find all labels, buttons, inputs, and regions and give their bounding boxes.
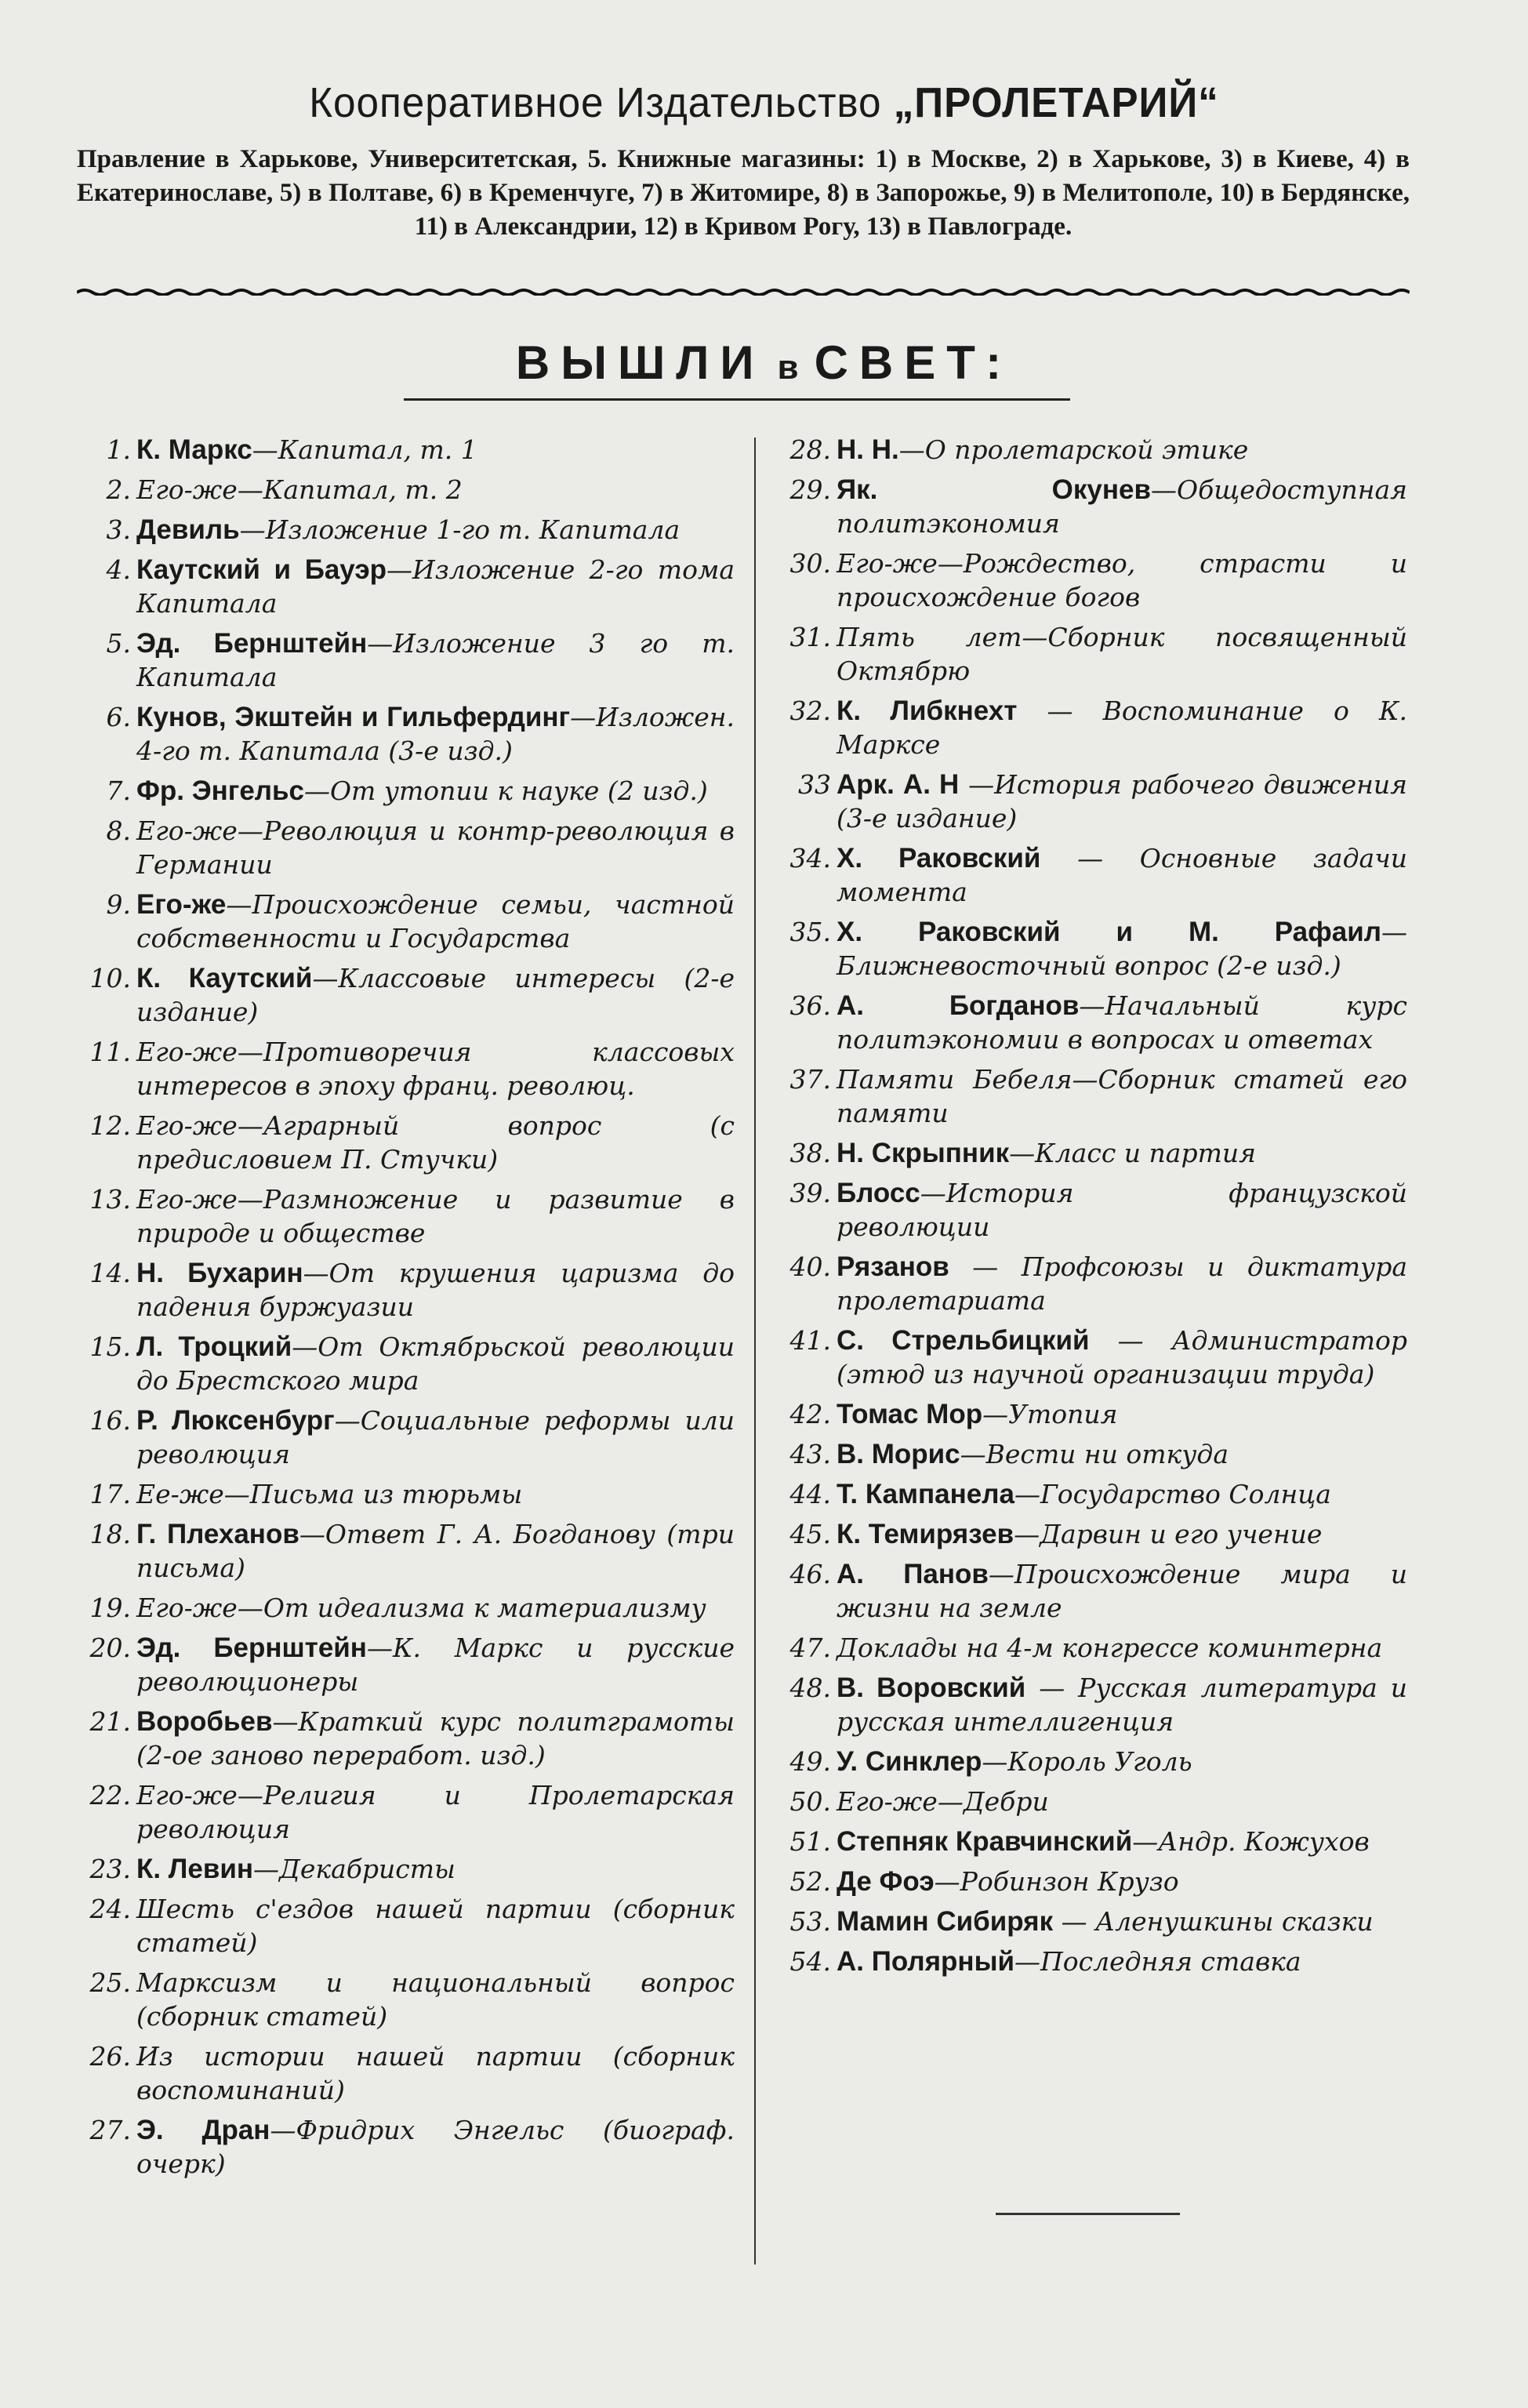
book-entry [88,1182,735,1250]
entry-title: — Профсоюзы и диктатура пролетариата [837,1251,1407,1316]
entry-number: 26. [89,2041,131,2072]
entry-title: —Робинзон Крузо [934,1866,1179,1897]
book-entry [88,888,735,955]
book-entry [88,1256,735,1324]
entry-number: 50. [789,1786,831,1817]
entry-number: 1. [106,434,131,465]
entry-title: — Основные задачи момента [837,843,1407,907]
entry-title: —Происхождение мира и жизни на земле [837,1559,1407,1623]
entry-number: 44. [789,1479,831,1509]
book-entry [788,1477,1407,1511]
entry-author: Н. Скрыпник [837,1138,1010,1168]
entry-number: 19. [89,1593,131,1623]
entry-author: Мамин Сибиряк [837,1906,1054,1937]
entry-title: —Происхождение семьи, частной собственности и Государства [136,889,735,953]
book-entry [88,553,735,620]
entry-author: К. Темирязев [837,1519,1014,1549]
entry-title: —Социальные реформы или революция [136,1405,735,1469]
book-entry [788,1176,1407,1244]
entry-title: —К. Маркс и русские революционеры [136,1633,735,1697]
entry-number: 2. [106,474,131,505]
entry-number: 25. [89,1967,131,1998]
entry-title: —Начальный курс политэкономии в вопросах и ответах [837,990,1407,1055]
entry-author: А. Богданов [837,990,1080,1021]
book-entry [788,989,1407,1056]
entry-number: 16. [89,1405,131,1436]
entry-number: 43. [789,1439,831,1469]
entry-number: 39. [789,1178,831,1208]
book-entry [788,1557,1407,1625]
entry-author: У. Синклер [837,1746,982,1777]
book-entry [788,547,1407,614]
entry-number: 45. [789,1519,831,1549]
entry-number: 51. [789,1826,831,1857]
book-entry [788,1324,1407,1391]
entry-title: Шесть с'ездов нашей партии (сборник статей) [136,1894,735,1958]
entry-title: —Утопия [982,1399,1118,1429]
entry-title: — Русская литература и русская интеллигенция [837,1673,1407,1737]
entry-number: 20. [89,1633,131,1663]
publisher-title [38,78,1490,127]
book-entry [788,1062,1407,1130]
entry-author: Кунов, Экштейн и Гильфердинг [136,702,571,732]
entry-number: 40. [789,1251,831,1282]
entry-number: 5. [106,628,131,659]
entry-author: Х. Раковский и М. Рафаил [837,917,1381,947]
entry-number: 53. [789,1906,831,1937]
entry-number: 10. [89,963,131,993]
entry-author: К. Левин [136,1854,254,1884]
book-entry [88,627,735,694]
entry-number: 33 [798,769,831,800]
publisher-prefix: Кооперативное Издательство [309,79,894,126]
publisher-address: Правление в Харькове, Университетская, 5. Книжные магазины: 1) в Москве, 2) в Харькове, 3) в Киеве, 4) в Екатеринославе, 5) в Полтаве, 6) в Кременчуге, 7) в Житомире, 8) в Запорожье, 9) в Мелитополе, 10) в Бердянске, 11) в Александрии, 12) в Кривом Рогу, 13) в Павлограде. [77,145,1410,241]
book-entry [788,841,1407,909]
entry-number: 9. [106,889,131,920]
entry-title: Его-же—Противоречия классовых интересов в эпоху франц. революц. [136,1037,735,1101]
entry-title: Его-же—От идеализма к материализму [136,1593,706,1623]
entry-number: 22. [89,1780,131,1811]
entry-author: Рязанов [837,1251,949,1282]
entry-author: Воробьев [136,1706,273,1737]
entry-number: 28. [789,434,831,465]
entry-number: 47. [789,1633,831,1663]
publisher-name: „ПРОЛЕТАРИЙ“ [893,79,1219,126]
heading-underline [404,398,1070,401]
entry-number: 24. [89,1894,131,1924]
book-list-left [88,433,735,2187]
book-list-right [788,433,1407,1985]
book-entry [788,473,1407,540]
entry-author: Фр. Энгельс [136,775,304,806]
entry-title: —История французской революции [837,1178,1407,1242]
book-entry [88,433,735,467]
entry-number: 30. [789,548,831,579]
entry-author: Н. Н. [837,434,899,465]
entry-title: —Ближневосточный вопрос (2-е изд.) [837,917,1407,981]
entry-number: 34. [789,843,831,873]
entry-number: 36. [789,990,831,1021]
wavy-divider [77,286,1410,296]
entry-title: Его-же—Рождество, страсти и происхождение богов [837,548,1407,612]
end-rule [996,2213,1180,2215]
entry-author: Девиль [136,514,240,545]
book-entry [88,961,735,1029]
entry-title: Памяти Бебеля—Сборник статей его памяти [837,1064,1407,1128]
book-entry [788,1905,1407,1938]
entry-title: — Воспоминание о К. Марксе [837,696,1407,760]
entry-author: Эд. Бернштейн [136,1633,367,1663]
book-entry [788,1865,1407,1898]
book-entry [88,1109,735,1176]
column-divider [754,438,756,2265]
entry-title: Его-же—Религия и Пролетарская революция [136,1780,735,1844]
book-entry [788,1825,1407,1858]
book-entry [788,1785,1407,1818]
entry-number: 52. [789,1866,831,1897]
entry-author: В. Морис [837,1439,960,1469]
entry-author: Л. Троцкий [136,1331,292,1362]
entry-title: —О пролетарской этике [898,434,1249,465]
book-entry [88,1778,735,1846]
book-entry [788,1671,1407,1738]
entry-number: 32. [789,696,831,726]
entry-author: Р. Люксенбург [136,1405,335,1436]
entry-title: Из истории нашей партии (сборник воспоминаний) [136,2041,735,2105]
entry-number: 31. [789,622,831,652]
book-entry [88,1892,735,1959]
book-entry [788,433,1407,467]
entry-number: 41. [789,1325,831,1356]
entry-author: К. Либкнехт [837,696,1018,726]
book-entry [88,1852,735,1886]
entry-title: —Государство Солнца [1014,1479,1331,1509]
book-entry [88,1517,735,1585]
entry-author: Степняк Кравчинский [837,1826,1133,1857]
book-entry [788,1945,1407,1978]
entry-title: —От Октябрьской революции до Брестского мира [136,1331,735,1396]
book-entry [788,620,1407,688]
book-entry [88,2113,735,2181]
entry-title: —Андр. Кожухов [1132,1826,1370,1857]
entry-author: А. Полярный [837,1946,1014,1977]
entry-title: —Вести ни откуда [960,1439,1229,1469]
entry-title: Его-же—Аграрный вопрос (с предисловием П. Стучки) [136,1110,735,1175]
book-entry [88,473,735,507]
heading-word-1: ВЫШЛИ [515,336,765,389]
book-entry [88,774,735,808]
entry-title: Доклады на 4-м конгрессе коминтерна [837,1633,1383,1663]
entry-author: К. Каутский [136,963,313,993]
entry-author: Х. Раковский [837,843,1041,873]
book-entry [788,768,1407,835]
book-entry [88,700,735,768]
entry-author: В. Воровский [837,1673,1026,1703]
entry-title: —Класс и партия [1009,1138,1256,1168]
entry-title: — Аленушкины сказки [1053,1906,1374,1937]
book-entry [88,1705,735,1772]
book-entry [788,1437,1407,1471]
book-entry [88,1591,735,1625]
entry-author: Арк. А. Н [837,769,960,800]
entry-author: Каутский и Бауэр [136,554,387,585]
entry-author: Его-же [136,889,227,920]
entry-number: 17. [89,1479,131,1509]
entry-title: —Классовые интересы (2-е издание) [136,963,735,1027]
entry-title: Его-же—Революция и контр-революция в Германии [136,815,735,880]
book-entry [88,1966,735,2033]
entry-title: Марксизм и национальный вопрос (сборник статей) [136,1967,735,2032]
entry-number: 6. [106,702,131,732]
entry-number: 3. [106,514,131,545]
entry-author: Г. Плеханов [136,1519,299,1549]
entry-title: —Общедоступная политэкономия [837,474,1407,539]
entry-title: —Капитал, т. 1 [252,434,477,465]
entry-title: —История рабочего движения (3-е издание) [837,769,1407,834]
book-entry [788,1397,1407,1431]
book-entry [788,1250,1407,1317]
entry-number: 11. [89,1037,131,1067]
entry-number: 15. [89,1331,131,1362]
entry-title: Его-же—Капитал, т. 2 [136,474,463,505]
entry-author: Т. Кампанела [837,1479,1014,1509]
entry-number: 37. [789,1064,831,1095]
entry-title: —От утопии к науке (2 изд.) [304,775,708,806]
entry-number: 21. [89,1706,131,1737]
book-entry [88,1477,735,1511]
entry-number: 27. [89,2115,131,2145]
entry-author: А. Панов [837,1559,989,1589]
entry-number: 38. [789,1138,831,1168]
entry-title: —Дарвин и его учение [1014,1519,1323,1549]
entry-title: —Ответ Г. А. Богданову (три письма) [136,1519,735,1583]
entry-number: 12. [89,1110,131,1141]
entry-title: —Декабристы [253,1854,455,1884]
entry-author: Як. Окунев [837,474,1152,505]
entry-number: 18. [89,1519,131,1549]
book-entry [788,1136,1407,1170]
heading-word-3: СВЕТ: [814,336,1013,389]
book-entry [788,1745,1407,1778]
entry-author: Н. Бухарин [136,1258,303,1288]
entry-title: Пять лет—Сборник посвященный Октябрю [837,622,1407,686]
entry-title: —Последняя ставка [1014,1946,1301,1977]
entry-number: 14. [89,1258,131,1288]
entry-title: —От крушения царизма до падения буржуазии [136,1258,735,1322]
book-entry [788,694,1407,761]
entry-title: Его-же—Размножение и развитие в природе и обществе [136,1184,735,1248]
entry-title: — Администратор (этюд из научной организации труда) [837,1325,1407,1389]
book-entry [88,513,735,547]
entry-title: —Король Уголь [982,1746,1192,1777]
entry-author: Э. Дран [136,2115,270,2145]
book-entry [88,2039,735,2107]
entry-number: 7. [106,775,131,806]
entry-number: 8. [106,815,131,846]
book-entry [88,1035,735,1102]
book-entry [88,814,735,881]
entry-title: —Изложен. 4-го т. Капитала (3-е изд.) [136,702,735,766]
section-heading [0,336,1528,390]
entry-number: 23. [89,1854,131,1884]
entry-number: 4. [106,554,131,585]
entry-number: 35. [789,917,831,947]
entry-number: 49. [789,1746,831,1777]
entry-author: Блосс [837,1178,920,1208]
entry-title: Его-же—Дебри [837,1786,1049,1817]
entry-number: 48. [789,1673,831,1703]
book-entry [788,915,1407,982]
entry-author: Томас Мор [837,1399,983,1429]
book-entry [88,1404,735,1471]
entry-author: Эд. Бернштейн [136,628,368,659]
entry-number: 29. [789,474,831,505]
entry-author: С. Стрельбицкий [837,1325,1090,1356]
heading-word-2: в [777,348,802,387]
entry-number: 54. [789,1946,831,1977]
entry-author: К. Маркс [136,434,252,465]
book-entry [788,1631,1407,1665]
entry-number: 13. [89,1184,131,1215]
entry-title: —Изложение 3 го т. Капитала [136,628,735,692]
entry-title: —Изложение 1-го т. Капитала [239,514,681,545]
book-entry [88,1631,735,1698]
entry-title: Ее-же—Письма из тюрьмы [136,1479,523,1509]
book-entry [88,1330,735,1397]
entry-title: —Изложение 2-го тома Капитала [136,554,735,619]
entry-author: Де Фоэ [837,1866,935,1897]
entry-title: —Фридрих Энгельс (биограф. очерк) [136,2115,735,2179]
book-entry [788,1517,1407,1551]
entry-number: 42. [789,1399,831,1429]
entry-number: 46. [789,1559,831,1589]
entry-title: —Краткий курс политграмоты (2-ое заново переработ. изд.) [136,1706,735,1771]
